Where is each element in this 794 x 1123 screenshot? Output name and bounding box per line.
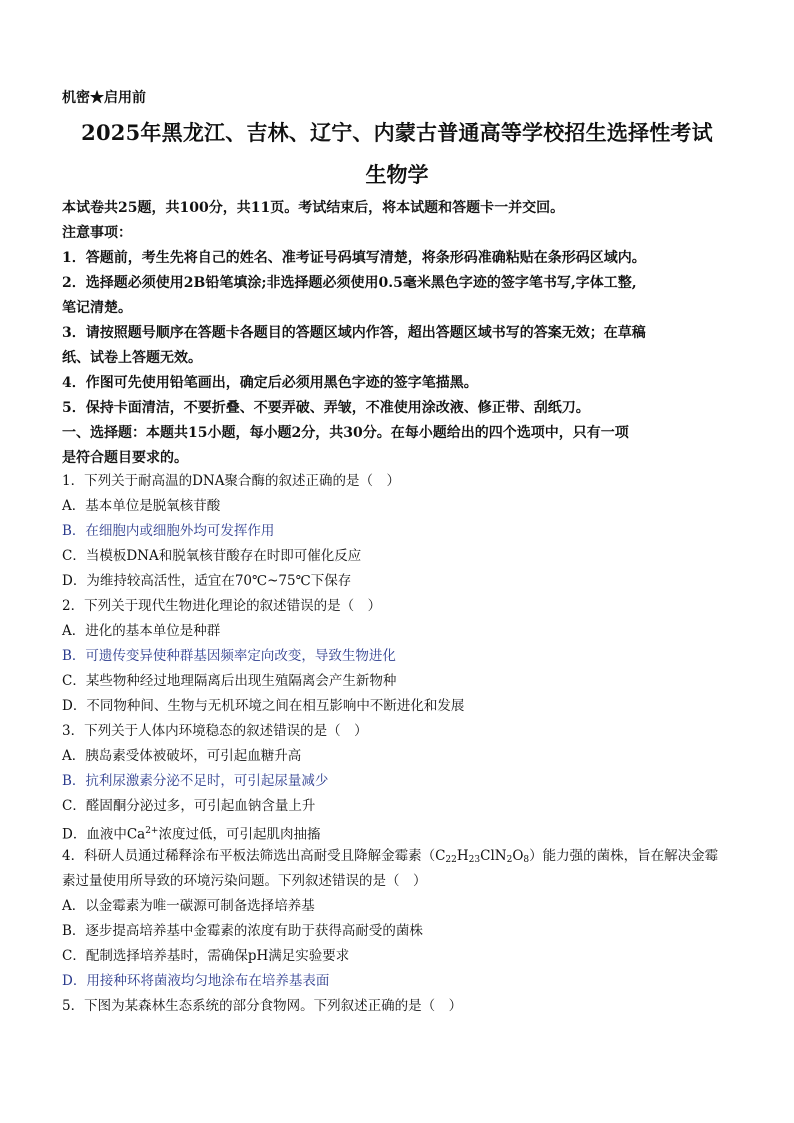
subject-title: 生物学 [365,162,429,187]
notice-item-3: 3．请按照题号顺序在答题卡各题目的答题区域内作答，超出答题区域书写的答案无效；在草稿 [62,325,646,341]
q3-stem: 3．下列关于人体内环境稳态的叙述错误的是（ ） [62,723,368,739]
q1-option-a: A．基本单位是脱氧核苷酸 [62,498,221,514]
notice-item-4: 4．作图可先使用铅笔画出，确定后必须用黑色字迹的签字笔描黑。 [62,375,478,391]
section-heading-cont: 是符合题目要求的。 [62,450,188,466]
q2-stem: 2．下列关于现代生物进化理论的叙述错误的是（ ） [62,598,382,614]
notice-item-2-cont: 笔记清楚。 [62,300,132,316]
q4-option-a: A．以金霉素为唯一碳源可制备选择培养基 [62,898,315,914]
section-heading: 一、选择题：本题共15小题，每小题2分，共30分。在每小题给出的四个选项中，只有一项 [62,425,629,441]
notice-heading: 注意事项： [62,225,132,241]
q2-option-d: D．不同物种间、生物与无机环境之间在相互影响中不断进化和发展 [62,698,465,714]
q3-option-a: A．胰岛素受体被破坏，可引起血糖升高 [62,748,302,764]
q1-option-d: D．为维持较高活性，适宜在70℃~75℃下保存 [62,573,352,589]
notice-item-1: 1．答题前，考生先将自己的姓名、准考证号码填写清楚，将条形码准确粘贴在条形码区域内。 [62,250,646,266]
exam-summary: 本试卷共25题，共100分，共11页。考试结束后，将本试题和答题卡一并交回。 [62,200,565,216]
q3-option-c: C．醛固酮分泌过多，可引起血钠含量上升 [62,798,316,814]
q4-stem: 4．科研人员通过稀释涂布平板法筛选出高耐受且降解金霉素$(C_{22}H_{23}ClN_2O_8)$能力强的菌株，旨在解决金霉 [62,848,719,865]
q2-option-b: B．可遗传变异使种群基因频率定向改变，导致生物进化 [62,648,396,664]
q3-option-d: D．血液中$Ca^{2+}$浓度过低，可引起肌肉抽搐 [62,826,321,843]
q2-option-a: A．进化的基本单位是种群 [62,623,221,639]
notice-item-2: 2．选择题必须使用2B铅笔填涂;非选择题必须使用0.5毫米黑色字迹的签字笔书写,字体工整, [62,275,637,291]
q4-option-c: C．配制选择培养基时，需确保pH满足实验要求 [62,948,350,964]
q4-stem-cont: 素过量使用所导致的环境污染问题。下列叙述错误的是（ ） [62,873,427,889]
confidential-label: 机密★启用前 [62,90,146,106]
q5-stem: 5．下图为某森林生态系统的部分食物网。下列叙述正确的是（ ） [62,998,463,1014]
notice-item-3-cont: 纸、试卷上答题无效。 [62,350,202,366]
q1-option-b: B．在细胞内或细胞外均可发挥作用 [62,523,275,539]
exam-title: 2025年黑龙江、吉林、辽宁、内蒙古普通高等学校招生选择性考试 [81,120,713,145]
q2-option-c: C．某些物种经过地理隔离后出现生殖隔离会产生新物种 [62,673,397,689]
notice-item-5: 5．保持卡面清洁，不要折叠、不要弄破、弄皱，不准使用涂改液、修正带、刮纸刀。 [62,400,590,416]
questions [62,469,742,1019]
q4-option-d: D．用接种环将菌液均匀地涂布在培养基表面 [62,973,330,989]
q3-option-b: B．抗利尿激素分泌不足时，可引起尿量减少 [62,773,329,789]
q4-option-b: B．逐步提高培养基中金霉素的浓度有助于获得高耐受的菌株 [62,923,423,939]
instructions-block [62,196,742,471]
q1-stem: 1．下列关于耐高温的DNA聚合酶的叙述正确的是（ ） [62,473,400,489]
q1-option-c: C．当模板DNA和脱氧核苷酸存在时即可催化反应 [62,548,362,564]
